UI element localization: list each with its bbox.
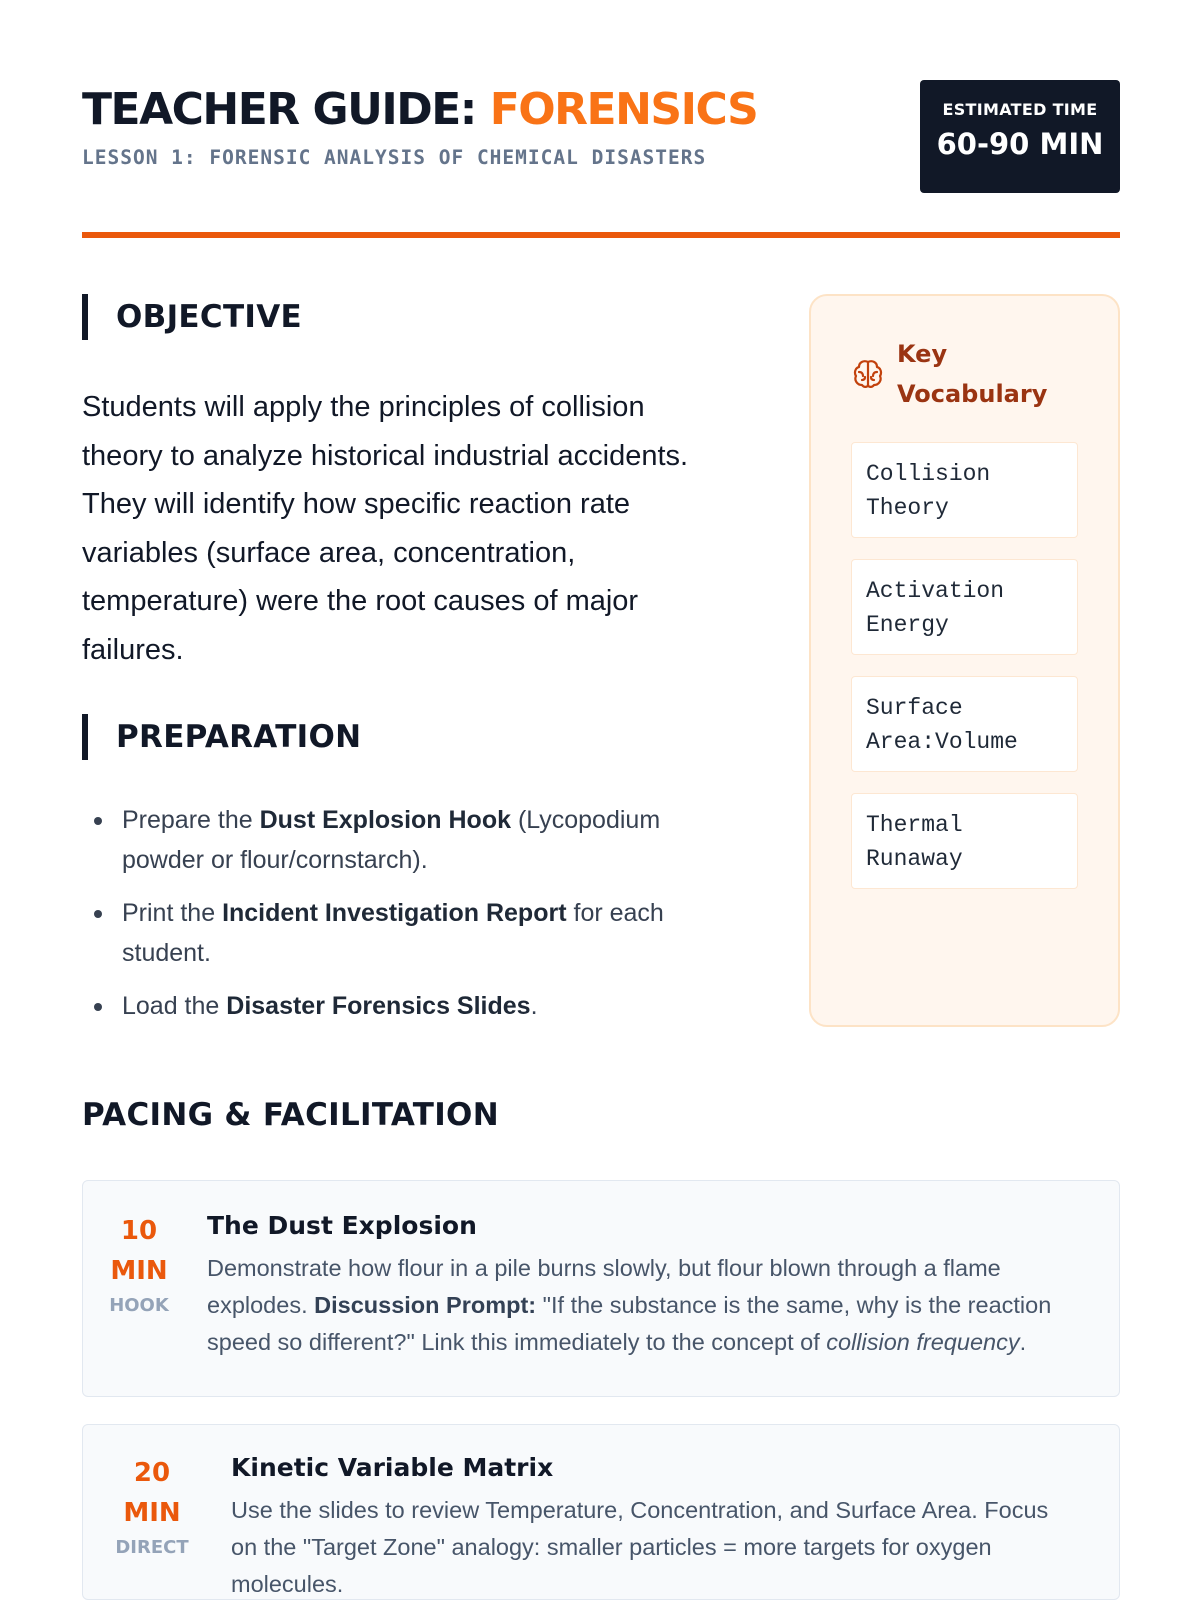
lesson-subtitle: LESSON 1: FORENSIC ANALYSIS OF CHEMICAL DISASTERS [82,146,707,169]
header [82,80,1120,240]
pacing-heading: PACING & FACILITATION [82,1097,499,1133]
step-tag: DIRECT [115,1537,189,1558]
time-label: ESTIMATED TIME [942,100,1098,119]
vocabulary-term: Collision Theory [851,442,1078,538]
brain-icon [851,357,885,391]
step-title: The Dust Explosion [207,1211,477,1240]
key-vocabulary-card [809,294,1120,1027]
header-divider [82,232,1120,238]
list-item: Prepare the Dust Explosion Hook (Lycopodium powder or flour/cornstarch). [82,800,732,880]
step-duration: 20 MIN DIRECT [107,1453,197,1558]
step-description: Use the slides to review Temperature, Concentration, and Surface Area. Focus on the "Target Zone" analogy: smaller particles = more targets for oxygen molecules. [231,1497,1049,1597]
step-tag: HOOK [109,1295,169,1316]
page-title: TEACHER GUIDE: FORENSICS [82,84,758,135]
pacing-step-card [82,1180,1120,1397]
vocabulary-term: Thermal Runaway [851,793,1078,889]
step-title: Kinetic Variable Matrix [231,1453,554,1482]
pacing-step-card [82,1424,1120,1600]
objective-heading: OBJECTIVE [82,294,302,340]
objective-text: Students will apply the principles of collision theory to analyze historical industrial accidents. They will identify how specific reaction rate variables (surface area, concentration, temperature) were the root causes of major failures. [82,391,689,666]
step-description: Demonstrate how flour in a pile burns slowly, but flour blown through a flame explodes. Discussion Prompt: "If the substance is the same, why is the reaction speed so different?" Link this immediately to the concept of collision frequency. [207,1255,1052,1355]
step-content [207,1211,1059,1361]
vocabulary-term: Activation Energy [851,559,1078,655]
preparation-list [82,800,732,1039]
vocabulary-term: Surface Area:Volume [851,676,1078,772]
preparation-heading: PREPARATION [82,714,361,760]
time-value: 60-90 MIN [936,127,1104,161]
step-content [231,1453,1059,1600]
title-accent: FORENSICS [489,84,758,135]
step-duration: 10 MIN HOOK [101,1211,177,1316]
list-item: Print the Incident Investigation Report for each student. [82,893,732,973]
vocabulary-header [851,334,1078,414]
estimated-time-badge [920,80,1120,193]
list-item: Load the Disaster Forensics Slides. [82,986,732,1026]
vocabulary-title: Key Vocabulary [897,340,1048,408]
